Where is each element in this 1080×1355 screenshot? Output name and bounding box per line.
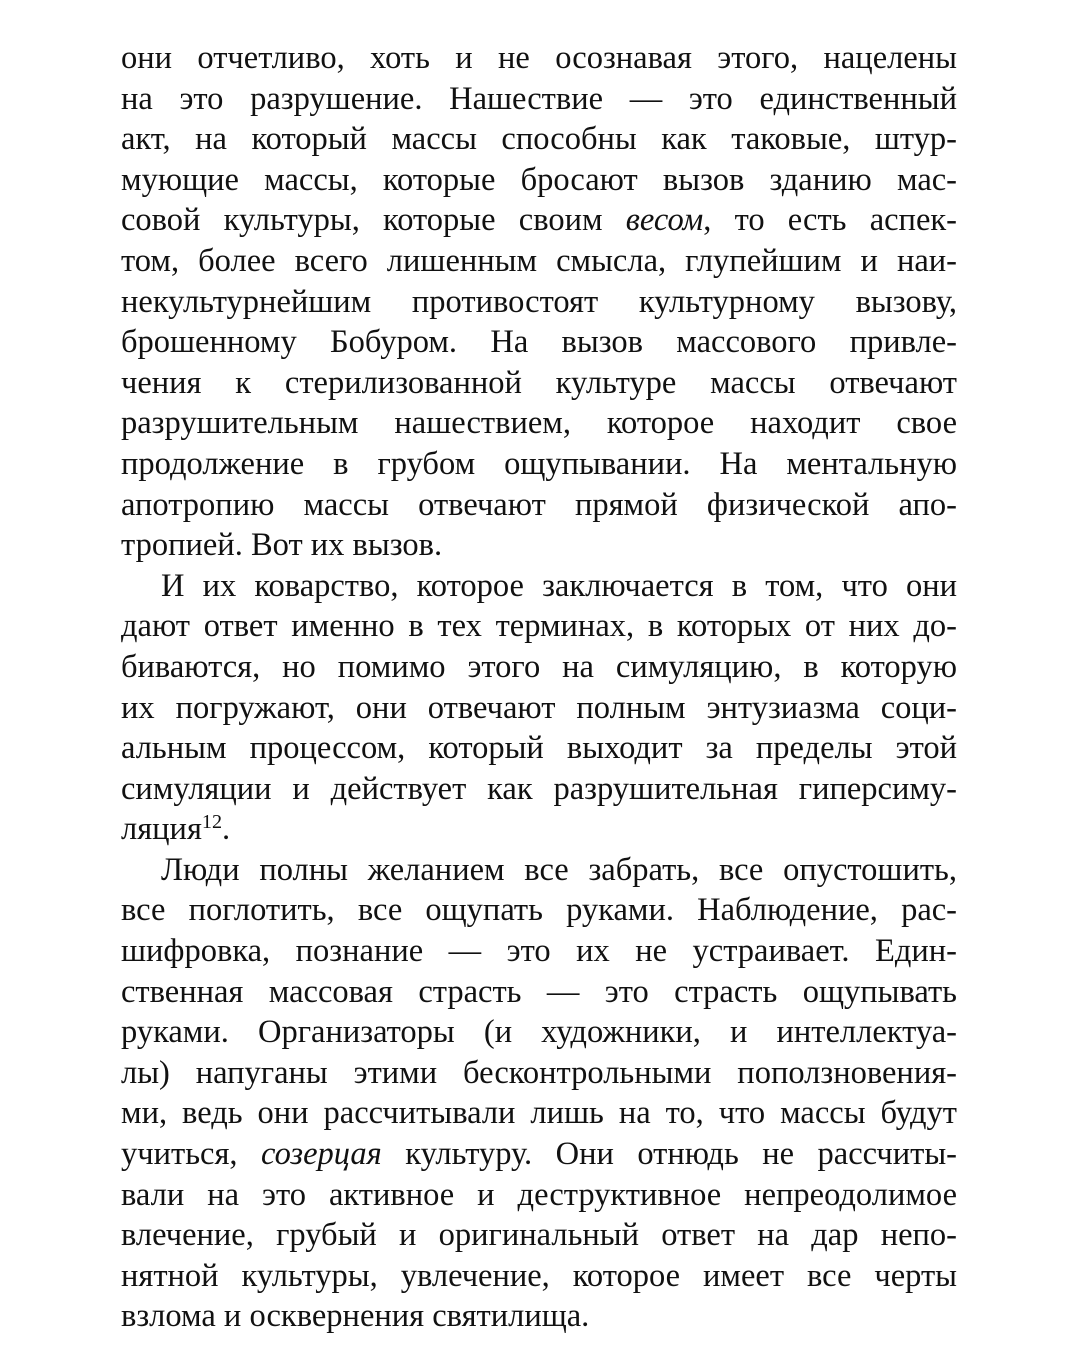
text-line bbox=[121, 972, 957, 1013]
text-segment: разрушительным нашествием, которое находит свое bbox=[121, 405, 957, 442]
text-segment: нятной культуры, увлечение, которое имеет все черты bbox=[121, 1257, 957, 1294]
text-segment: , то есть аспек- bbox=[703, 202, 957, 239]
text-segment: руками. Организаторы (и художники, и интеллектуа- bbox=[121, 1014, 957, 1051]
text-line bbox=[121, 444, 957, 485]
text-line bbox=[121, 1012, 957, 1053]
text-line bbox=[121, 606, 957, 647]
text-segment: альным процессом, который выходит за пределы этой bbox=[121, 730, 957, 767]
italic-text: созерцая bbox=[260, 1136, 382, 1173]
text-line bbox=[121, 241, 957, 282]
text-segment: их погружают, они отвечают полным энтузиазма соци- bbox=[121, 689, 957, 726]
text-segment: учиться, bbox=[121, 1136, 261, 1173]
text-segment: ми, ведь они рассчитывали лишь на то, что массы будут bbox=[121, 1095, 957, 1132]
italic-text: весом bbox=[625, 202, 704, 239]
text-line bbox=[121, 160, 957, 201]
text-line bbox=[121, 566, 957, 607]
paragraph bbox=[121, 38, 957, 566]
text-segment: дают ответ именно в тех терминах, в которых от них до- bbox=[121, 608, 957, 645]
text-segment: они отчетливо, хоть и не осознавая этого, нацелены bbox=[121, 40, 957, 76]
text-segment: влечение, грубый и оригинальный ответ на дар непо- bbox=[121, 1217, 957, 1254]
text-segment: вали на это активное и деструктивное непреодолимое bbox=[121, 1176, 957, 1213]
text-line bbox=[121, 647, 957, 688]
text-line bbox=[121, 688, 957, 729]
text-line bbox=[121, 485, 957, 526]
text-line bbox=[121, 200, 957, 241]
text-segment: ляция bbox=[121, 811, 202, 848]
text-line bbox=[121, 809, 957, 850]
text-segment: на это разрушение. Нашествие — это единственный bbox=[121, 80, 957, 117]
paragraph bbox=[121, 566, 957, 850]
text-line bbox=[121, 38, 957, 79]
book-page bbox=[121, 38, 957, 1337]
text-segment: ственная массовая страсть — это страсть ощупывать bbox=[121, 973, 957, 1010]
text-line bbox=[121, 890, 957, 931]
text-segment: шифровка, познание — это их не устраивает. Един- bbox=[121, 933, 957, 970]
text-line bbox=[121, 79, 957, 120]
text-line bbox=[121, 1053, 957, 1094]
text-line bbox=[121, 525, 957, 566]
text-line bbox=[121, 931, 957, 972]
text-segment: И их коварство, которое заключается в том, что они bbox=[161, 567, 957, 604]
text-segment: Люди полны желанием все забрать, все опустошить, bbox=[161, 851, 957, 888]
text-segment: культуру. Они отнюдь не рассчиты- bbox=[381, 1136, 957, 1173]
footnote-ref: 12 bbox=[201, 811, 223, 834]
text-line bbox=[121, 1134, 957, 1175]
text-line bbox=[121, 1093, 957, 1134]
text-segment: продолжение в грубом ощупывании. На ментальную bbox=[121, 445, 957, 482]
text-segment: взлома и осквернения святилища. bbox=[121, 1298, 590, 1335]
text-segment: тропией. Вот их вызов. bbox=[121, 527, 443, 564]
text-line bbox=[121, 1296, 957, 1337]
text-line bbox=[121, 1175, 957, 1216]
paragraph bbox=[121, 850, 957, 1337]
text-segment: некультурнейшим противостоят культурному вызову, bbox=[121, 283, 957, 320]
text-segment: апотропию массы отвечают прямой физической апо- bbox=[121, 486, 957, 523]
text-segment: биваются, но помимо этого на симуляцию, в которую bbox=[121, 648, 957, 685]
text-line bbox=[121, 322, 957, 363]
text-segment: совой культуры, которые своим bbox=[121, 202, 626, 239]
text-segment: лы) напуганы этими бесконтрольными поползновения- bbox=[121, 1054, 957, 1091]
text-line bbox=[121, 728, 957, 769]
text-line bbox=[121, 769, 957, 810]
text-line bbox=[121, 1256, 957, 1297]
text-segment: симуляции и действует как разрушительная гиперсиму- bbox=[121, 770, 957, 807]
text-line bbox=[121, 1215, 957, 1256]
text-line bbox=[121, 363, 957, 404]
text-segment: . bbox=[222, 811, 231, 848]
text-segment: брошенному Бобуром. На вызов массового привле- bbox=[121, 324, 957, 361]
text-line bbox=[121, 403, 957, 444]
text-line bbox=[121, 119, 957, 160]
text-line bbox=[121, 850, 957, 891]
text-line bbox=[121, 282, 957, 323]
text-segment: все поглотить, все ощупать руками. Наблюдение, рас- bbox=[121, 892, 957, 929]
text-segment: акт, на который массы способны как таковые, штур- bbox=[121, 121, 957, 158]
text-segment: чения к стерилизованной культуре массы отвечают bbox=[121, 364, 957, 401]
text-segment: том, более всего лишенным смысла, глупейшим и наи- bbox=[121, 242, 957, 279]
text-segment: мующие массы, которые бросают вызов зданию мас- bbox=[121, 161, 957, 198]
